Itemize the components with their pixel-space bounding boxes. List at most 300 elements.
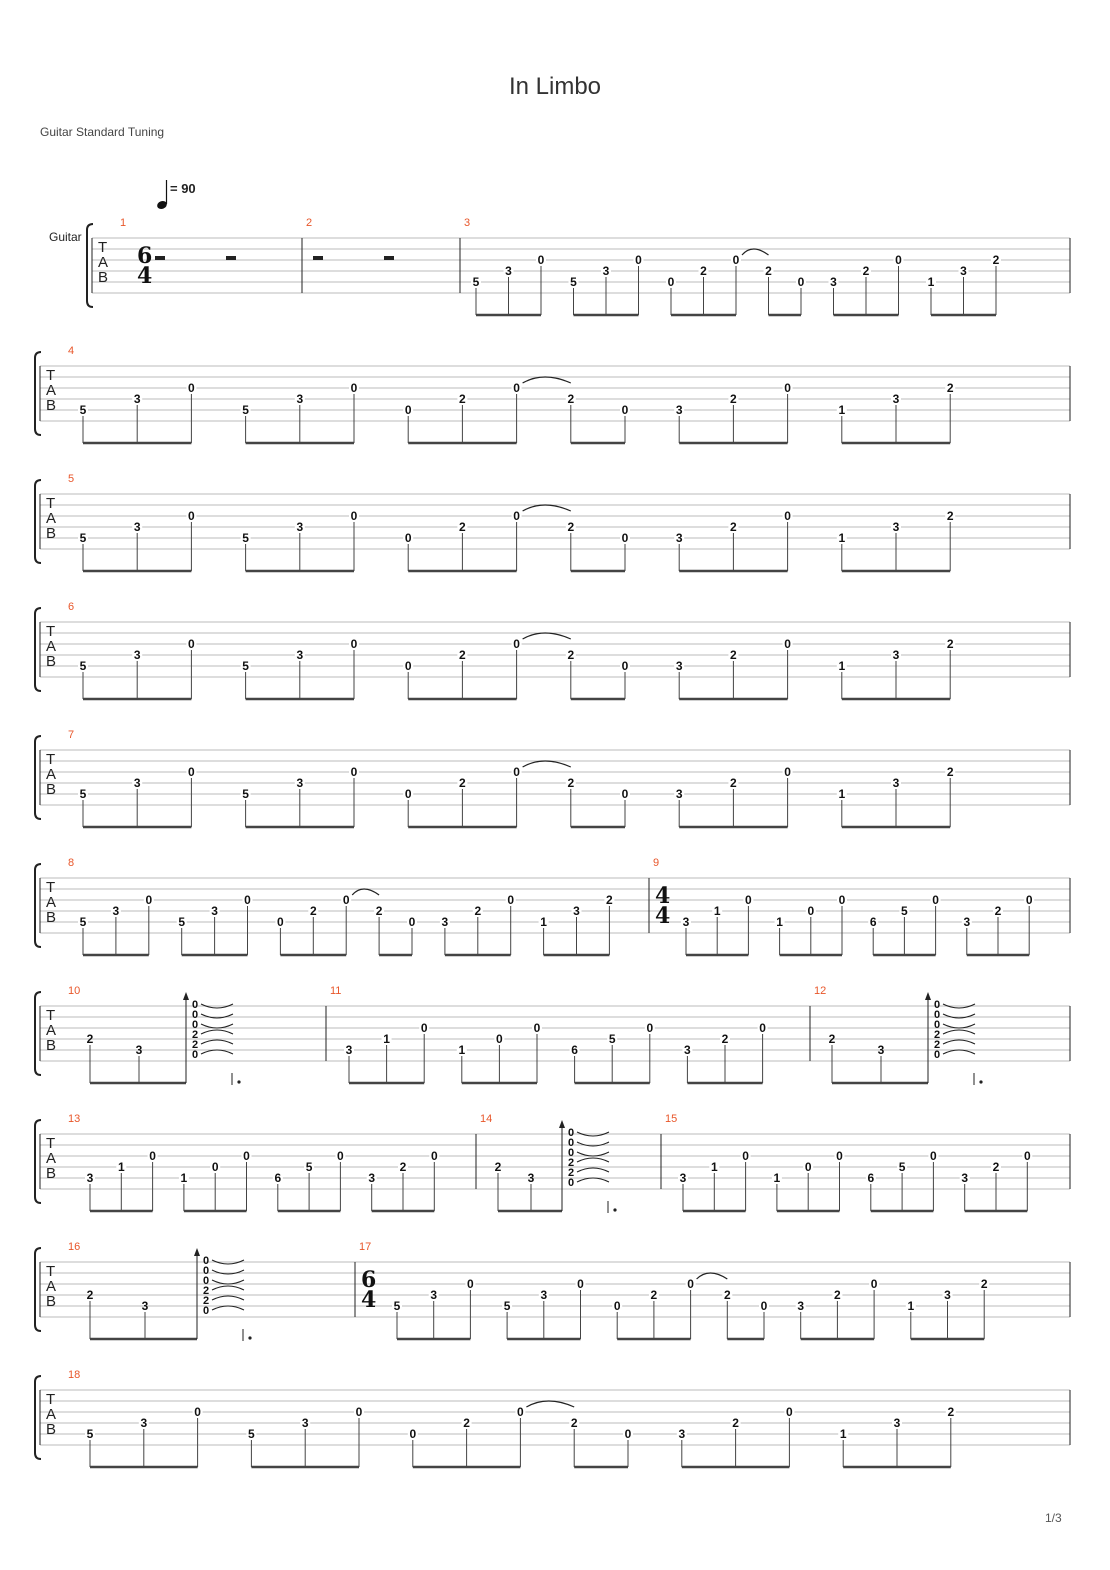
fret-number: 3 [892, 648, 900, 662]
tab-clef-letter: B [46, 909, 57, 926]
fret-number: 1 [838, 403, 846, 417]
measure-number: 12 [814, 985, 827, 997]
fret-number: 2 [459, 648, 466, 662]
fret-number: 0 [745, 893, 752, 907]
fret-number: 3 [963, 915, 971, 929]
dot [979, 1080, 982, 1083]
fret-number: 2 [730, 392, 737, 406]
fret-number: 5 [472, 275, 480, 289]
fret-number: 3 [893, 1416, 901, 1430]
fret-number: 3 [960, 264, 967, 278]
fret-number: 5 [503, 1299, 511, 1313]
fret-number: 5 [901, 904, 908, 918]
fret-number: 2 [399, 1160, 407, 1174]
fret-number: 3 [678, 1427, 686, 1441]
fret-number: 2 [567, 648, 575, 662]
tie-arc [943, 1050, 975, 1054]
fret-number: 0 [786, 1405, 793, 1419]
fret-number: 3 [133, 392, 141, 406]
chord-fret-number: 2 [567, 1167, 575, 1179]
fret-number: 0 [537, 253, 545, 267]
fret-number: 0 [404, 787, 412, 801]
fret-number: 1 [907, 1299, 915, 1313]
half-rest [384, 256, 394, 260]
tie-arc [577, 1168, 609, 1172]
fret-number: 1 [383, 1032, 390, 1046]
fret-number: 5 [305, 1160, 313, 1174]
fret-number: 0 [350, 765, 358, 779]
tie-arc [577, 1158, 609, 1162]
fret-number: 1 [927, 275, 935, 289]
fret-number: 6 [867, 1171, 875, 1185]
tie [523, 761, 571, 767]
tie-arc [201, 1030, 233, 1034]
strum-arrow-icon [194, 1248, 200, 1256]
tie-arc [577, 1178, 609, 1182]
fret-number: 5 [242, 787, 249, 801]
chord-fret-number: 0 [202, 1305, 210, 1317]
fret-number: 2 [946, 509, 954, 523]
fret-number: 2 [459, 520, 466, 534]
chord-fret-number: 0 [567, 1127, 575, 1139]
tie-arc [201, 1050, 233, 1054]
measure-number: 11 [330, 985, 342, 997]
fret-number: 3 [86, 1171, 94, 1185]
tab-clef-letter: A [98, 254, 109, 271]
fret-number: 3 [682, 915, 690, 929]
measure-number: 7 [68, 729, 75, 741]
fret-number: 2 [946, 637, 954, 651]
fret-number: 0 [624, 1427, 632, 1441]
fret-number: 2 [946, 765, 954, 779]
fret-number: 2 [723, 1288, 731, 1302]
fret-number: 3 [602, 264, 610, 278]
chord-fret-number: 0 [933, 1019, 941, 1031]
fret-number: 3 [296, 648, 304, 662]
fret-number: 3 [296, 776, 304, 790]
fret-number: 2 [606, 893, 613, 907]
chord-fret-number: 0 [933, 1009, 941, 1021]
fret-number: 0 [760, 1299, 768, 1313]
fret-number: 0 [496, 1032, 503, 1046]
fret-number: 2 [459, 392, 466, 406]
fret-number: 3 [141, 1299, 149, 1313]
fret-number: 0 [337, 1149, 344, 1163]
fret-number: 5 [242, 403, 249, 417]
tab-clef-letter: B [46, 1037, 57, 1054]
measure-number: 15 [665, 1113, 678, 1125]
fret-number: 5 [248, 1427, 255, 1441]
fret-number: 2 [570, 1416, 578, 1430]
fret-number: 0 [467, 1277, 474, 1291]
fret-number: 5 [608, 1032, 616, 1046]
fret-number: 0 [513, 637, 520, 651]
fret-number: 3 [296, 392, 304, 406]
fret-number: 2 [567, 392, 575, 406]
fret-number: 3 [296, 520, 304, 534]
fret-number: 3 [133, 520, 141, 534]
fret-number: 3 [944, 1288, 951, 1302]
fret-number: 3 [877, 1043, 885, 1057]
fret-number: 0 [667, 275, 675, 289]
chord-fret-number: 2 [191, 1029, 199, 1041]
tie-arc [577, 1152, 609, 1156]
tie-arc [212, 1296, 244, 1300]
fret-number: 5 [86, 1427, 94, 1441]
fret-number: 0 [870, 1277, 878, 1291]
fret-number: 5 [79, 787, 87, 801]
fret-number: 5 [79, 531, 87, 545]
measure-number: 18 [68, 1369, 81, 1381]
fret-number: 2 [309, 904, 317, 918]
fret-number: 2 [494, 1160, 502, 1174]
fret-number: 0 [930, 1149, 937, 1163]
half-rest [226, 256, 236, 260]
tie-arc [212, 1286, 244, 1290]
fret-number: 3 [892, 776, 900, 790]
tab-clef-letter: B [46, 525, 57, 542]
dot [237, 1080, 240, 1083]
fret-number: 0 [613, 1299, 621, 1313]
time-signature-bottom: 4 [137, 263, 153, 289]
fret-number: 2 [765, 264, 772, 278]
strum-arrow-icon [559, 1120, 565, 1128]
fret-number: 0 [350, 381, 358, 395]
fret-number: 2 [700, 264, 707, 278]
tie-arc [201, 1040, 233, 1044]
fret-number: 0 [355, 1405, 363, 1419]
fret-number: 2 [86, 1032, 94, 1046]
fret-number: 1 [773, 1171, 781, 1185]
fret-number: 0 [807, 904, 815, 918]
fret-number: 3 [133, 648, 141, 662]
fret-number: 0 [577, 1277, 584, 1291]
time-signature-top: 6 [137, 243, 153, 269]
fret-number: 3 [892, 520, 900, 534]
fret-number: 5 [898, 1160, 906, 1174]
dot [613, 1208, 616, 1211]
fret-number: 2 [992, 1160, 1000, 1174]
fret-number: 2 [947, 1405, 955, 1419]
tab-clef-letter: T [46, 1391, 56, 1408]
tab-clef-letter: A [46, 510, 57, 527]
tab-clef-letter: T [98, 239, 108, 256]
chord-fret-number: 2 [202, 1285, 210, 1297]
tie-arc [201, 1024, 233, 1028]
fret-number: 3 [112, 904, 120, 918]
tab-clef-letter: A [46, 766, 57, 783]
measure-number: 6 [68, 601, 75, 613]
fret-number: 1 [776, 915, 783, 929]
half-rest [155, 256, 165, 260]
fret-number: 0 [784, 381, 791, 395]
tab-clef-letter: A [46, 1278, 57, 1295]
fret-number: 6 [869, 915, 877, 929]
tie [523, 505, 571, 511]
fret-number: 5 [79, 403, 87, 417]
fret-number: 3 [135, 1043, 143, 1057]
fret-number: 3 [679, 1171, 687, 1185]
fret-number: 0 [277, 915, 284, 929]
fret-number: 3 [345, 1043, 353, 1057]
tie [523, 377, 571, 383]
fret-number: 0 [342, 893, 350, 907]
tab-clef-letter: T [46, 879, 56, 896]
fret-number: 0 [784, 509, 791, 523]
chord-fret-number: 0 [933, 1049, 941, 1061]
fret-number: 0 [732, 253, 740, 267]
instrument-label: Guitar [49, 230, 82, 244]
fret-number: 1 [458, 1043, 466, 1057]
tie [526, 1401, 574, 1407]
fret-number: 3 [684, 1043, 691, 1057]
measure-number: 5 [68, 473, 75, 485]
chord-fret-number: 0 [202, 1255, 210, 1267]
tab-clef-letter: A [46, 382, 57, 399]
fret-number: 0 [194, 1405, 201, 1419]
fret-number: 2 [730, 520, 737, 534]
fret-number: 5 [393, 1299, 401, 1313]
fret-number: 0 [409, 1427, 417, 1441]
fret-number: 1 [713, 904, 721, 918]
fret-number: 0 [784, 637, 791, 651]
measure-number: 4 [68, 345, 75, 357]
tie-arc [212, 1280, 244, 1284]
fret-number: 3 [301, 1416, 309, 1430]
fret-number: 6 [274, 1171, 282, 1185]
tuning-label: Guitar Standard Tuning [40, 125, 165, 139]
fret-number: 0 [621, 787, 629, 801]
fret-number: 0 [742, 1149, 749, 1163]
tie [352, 889, 379, 895]
fret-number: 1 [710, 1160, 718, 1174]
fret-number: 3 [675, 787, 683, 801]
fret-number: 0 [404, 403, 412, 417]
fret-number: 0 [797, 275, 805, 289]
song-title: In Limbo [508, 73, 602, 100]
measure-number: 17 [359, 1241, 372, 1253]
fret-number: 3 [675, 403, 683, 417]
tie [742, 249, 769, 255]
tab-clef-letter: T [46, 495, 56, 512]
tab-clef-letter: B [46, 397, 57, 414]
fret-number: 0 [188, 765, 195, 779]
fret-number: 0 [430, 1149, 438, 1163]
fret-number: 3 [527, 1171, 535, 1185]
fret-number: 3 [892, 392, 900, 406]
fret-number: 3 [441, 915, 449, 929]
fret-number: 2 [650, 1288, 658, 1302]
fret-number: 0 [621, 403, 629, 417]
tab-clef-letter: T [46, 1007, 56, 1024]
fret-number: 0 [420, 1021, 428, 1035]
chord-fret-number: 2 [191, 1039, 199, 1051]
fret-number: 3 [211, 904, 218, 918]
fret-number: 2 [721, 1032, 729, 1046]
chord-fret-number: 2 [567, 1157, 575, 1169]
fret-number: 0 [804, 1160, 812, 1174]
chord-fret-number: 0 [933, 999, 941, 1011]
fret-number: 0 [243, 1149, 250, 1163]
fret-number: 0 [646, 1021, 654, 1035]
tab-clef-letter: A [46, 638, 57, 655]
fret-number: 0 [244, 893, 251, 907]
tab-clef-letter: A [46, 1022, 57, 1039]
chord-fret-number: 2 [933, 1029, 941, 1041]
strum-arrow-icon [925, 992, 931, 1000]
tie [523, 633, 571, 639]
time-signature-bottom: 4 [655, 903, 671, 929]
time-signature-top: 4 [655, 883, 671, 909]
fret-number: 0 [759, 1021, 766, 1035]
chord-fret-number: 0 [191, 1019, 199, 1031]
strum-arrow-icon [183, 992, 189, 1000]
fret-number: 3 [573, 904, 580, 918]
fret-number: 0 [350, 637, 358, 651]
fret-number: 0 [404, 659, 412, 673]
chord-fret-number: 2 [202, 1295, 210, 1307]
fret-number: 2 [567, 776, 575, 790]
fret-number: 0 [513, 509, 520, 523]
fret-number: 0 [145, 893, 153, 907]
fret-number: 3 [368, 1171, 376, 1185]
fret-number: 1 [839, 1427, 847, 1441]
fret-number: 0 [1023, 1149, 1031, 1163]
fret-number: 0 [635, 253, 642, 267]
measure-number: 9 [653, 857, 660, 869]
fret-number: 0 [507, 893, 515, 907]
fret-number: 3 [797, 1299, 805, 1313]
chord-fret-number: 0 [567, 1177, 575, 1189]
tab-clef-letter: A [46, 894, 57, 911]
fret-number: 0 [621, 531, 629, 545]
fret-number: 2 [474, 904, 482, 918]
fret-number: 0 [149, 1149, 156, 1163]
tab-clef-letter: T [46, 1135, 56, 1152]
fret-number: 0 [513, 381, 520, 395]
fret-number: 3 [140, 1416, 148, 1430]
fret-number: 1 [540, 915, 547, 929]
tie-arc [943, 1030, 975, 1034]
tab-clef-letter: B [46, 781, 57, 798]
fret-number: 0 [408, 915, 416, 929]
measure-number: 13 [68, 1113, 81, 1125]
time-signature-bottom: 4 [361, 1287, 377, 1313]
fret-number: 2 [946, 381, 954, 395]
fret-number: 0 [895, 253, 902, 267]
fret-number: 1 [838, 787, 846, 801]
fret-number: 0 [836, 1149, 843, 1163]
fret-number: 2 [730, 776, 737, 790]
dot [248, 1336, 251, 1339]
fret-number: 2 [828, 1032, 836, 1046]
chord-fret-number: 0 [567, 1147, 575, 1159]
fret-number: 0 [621, 659, 629, 673]
fret-number: 0 [188, 381, 195, 395]
fret-number: 0 [404, 531, 412, 545]
fret-number: 2 [992, 253, 1000, 267]
fret-number: 2 [994, 904, 1002, 918]
fret-number: 0 [211, 1160, 219, 1174]
time-signature-top: 6 [361, 1267, 377, 1293]
chord-fret-number: 0 [191, 1049, 199, 1061]
fret-number: 2 [375, 904, 383, 918]
fret-number: 2 [862, 264, 870, 278]
fret-number: 5 [79, 659, 87, 673]
fret-number: 3 [430, 1288, 438, 1302]
tie-arc [212, 1306, 244, 1310]
fret-number: 3 [133, 776, 141, 790]
half-rest [313, 256, 323, 260]
measure-number: 10 [68, 985, 81, 997]
tie [697, 1273, 728, 1279]
chord-fret-number: 2 [933, 1039, 941, 1051]
measure-number: 16 [68, 1241, 81, 1253]
chord-fret-number: 0 [202, 1265, 210, 1277]
fret-number: 0 [188, 509, 195, 523]
fret-number: 3 [675, 659, 683, 673]
fret-number: 2 [86, 1288, 94, 1302]
measure-number: 2 [306, 217, 313, 229]
fret-number: 1 [838, 531, 846, 545]
tab-clef-letter: T [46, 1263, 56, 1280]
fret-number: 0 [838, 893, 846, 907]
fret-number: 2 [567, 520, 575, 534]
fret-number: 1 [180, 1171, 188, 1185]
tab-clef-letter: B [46, 653, 57, 670]
chord-fret-number: 0 [191, 1009, 199, 1021]
measure-number: 8 [68, 857, 75, 869]
fret-number: 2 [980, 1277, 988, 1291]
fret-number: 0 [517, 1405, 524, 1419]
tab-clef-letter: A [46, 1150, 57, 1167]
fret-number: 2 [732, 1416, 739, 1430]
chord-fret-number: 0 [191, 999, 199, 1011]
fret-number: 0 [687, 1277, 694, 1291]
tab-clef-letter: B [46, 1421, 57, 1438]
tab-clef-letter: T [46, 623, 56, 640]
fret-number: 5 [79, 915, 87, 929]
tab-clef-letter: A [46, 1406, 57, 1423]
measure-number: 1 [120, 217, 127, 229]
fret-number: 0 [188, 637, 195, 651]
fret-number: 5 [242, 659, 249, 673]
fret-number: 2 [730, 648, 737, 662]
fret-number: 6 [571, 1043, 578, 1057]
fret-number: 3 [830, 275, 837, 289]
fret-number: 2 [463, 1416, 470, 1430]
tab-clef-letter: B [98, 269, 109, 286]
chord-fret-number: 0 [202, 1275, 210, 1287]
tab-clef-letter: T [46, 751, 56, 768]
tempo-marking: = 90 [170, 181, 196, 196]
measure-number: 3 [464, 217, 471, 229]
fret-number: 5 [242, 531, 249, 545]
tab-clef-letter: B [46, 1293, 57, 1310]
fret-number: 3 [961, 1171, 969, 1185]
fret-number: 3 [675, 531, 683, 545]
fret-number: 1 [838, 659, 846, 673]
tab-clef-letter: T [46, 367, 56, 384]
fret-number: 0 [932, 893, 939, 907]
tie-arc [943, 1040, 975, 1044]
page-number: 1/3 [1045, 1511, 1062, 1525]
tab-clef-letter: B [46, 1165, 57, 1182]
fret-number: 5 [178, 915, 186, 929]
fret-number: 2 [834, 1288, 841, 1302]
fret-number: 0 [350, 509, 358, 523]
tie-arc [943, 1024, 975, 1028]
